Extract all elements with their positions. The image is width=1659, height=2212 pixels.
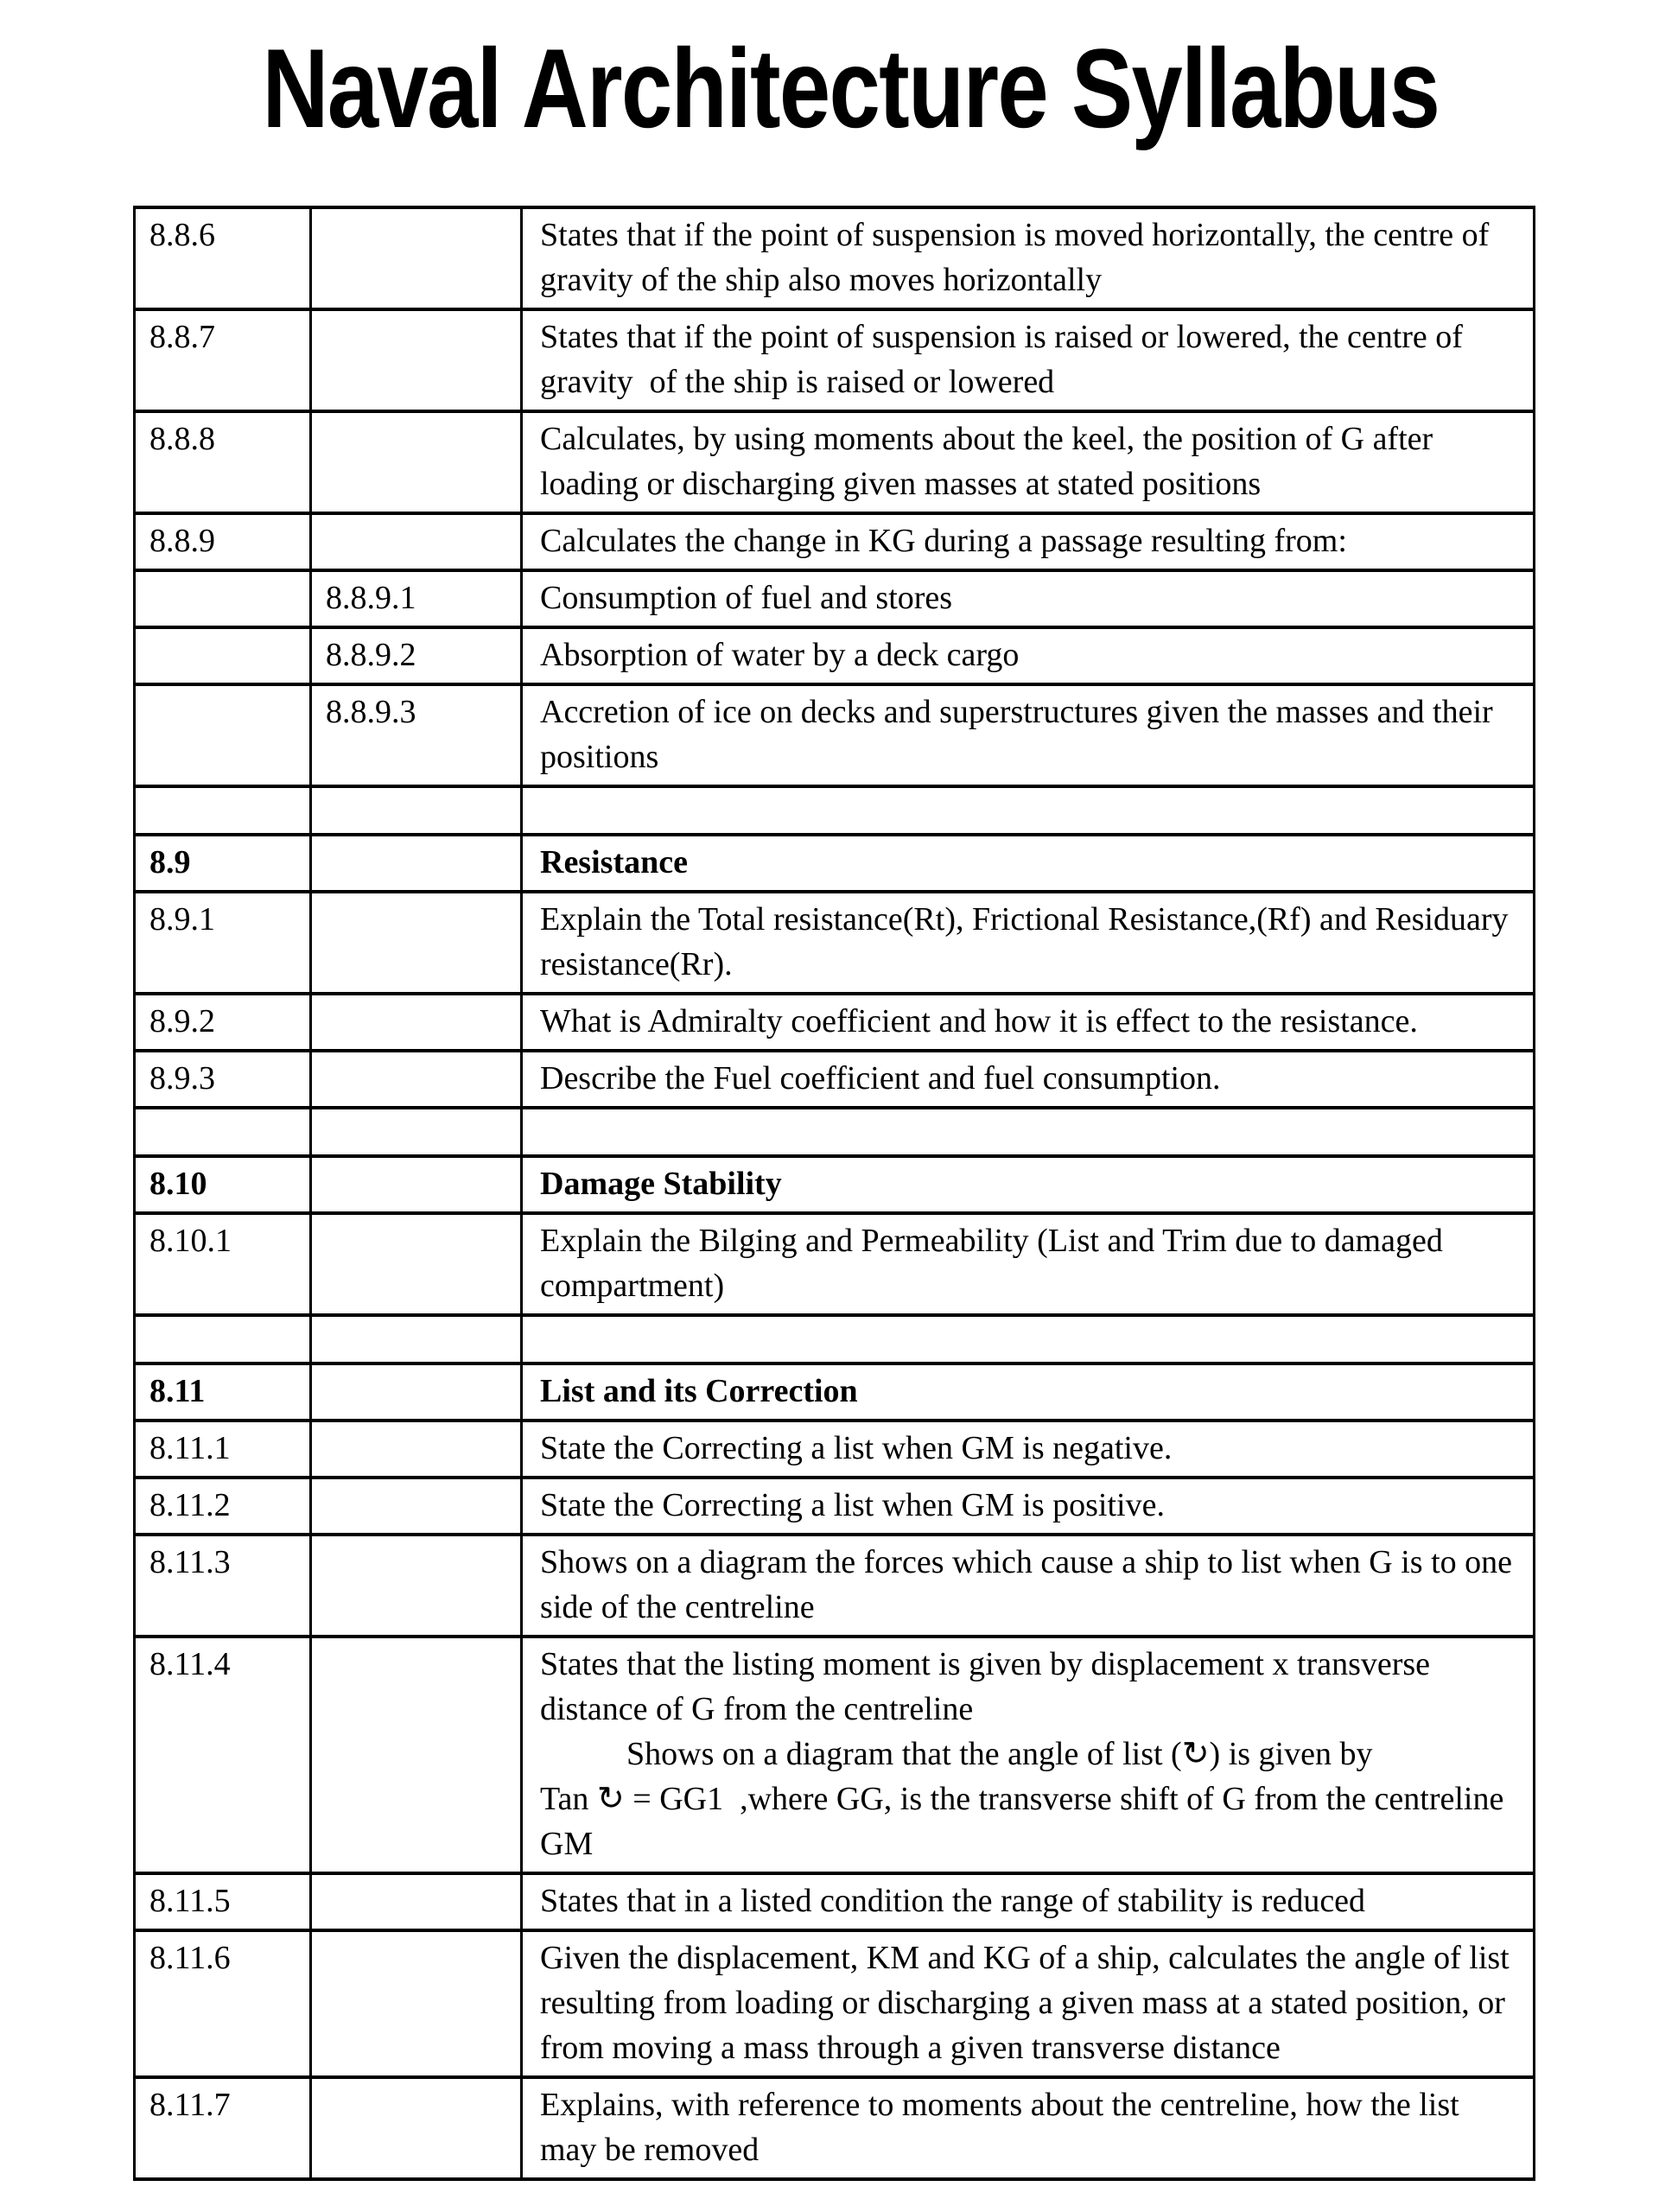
- table-row: [135, 892, 1535, 994]
- row-description-cell: State the Correcting a list when GM is negative.: [522, 1421, 1535, 1478]
- row-description-cell: Resistance: [522, 835, 1535, 892]
- row-description-cell: State the Correcting a list when GM is positive.: [522, 1478, 1535, 1535]
- row-code-cell: [135, 627, 311, 684]
- row-description-cell: Explain the Bilging and Permeability (List and Trim due to damaged compartment): [522, 1213, 1535, 1315]
- table-row: [135, 513, 1535, 570]
- row-code-cell: 8.9.2: [135, 994, 311, 1051]
- row-code-cell: 8.9.3: [135, 1051, 311, 1108]
- table-body: [135, 207, 1535, 2179]
- row-description-cell: Damage Stability: [522, 1156, 1535, 1213]
- table-row: [135, 1421, 1535, 1478]
- row-description-cell: [522, 1108, 1535, 1156]
- table-row: [135, 994, 1535, 1051]
- row-subcode-cell: [311, 309, 522, 411]
- row-subcode-cell: [311, 1930, 522, 2077]
- row-subcode-cell: [311, 1213, 522, 1315]
- row-subcode-cell: 8.8.9.2: [311, 627, 522, 684]
- row-code-cell: [135, 786, 311, 835]
- row-subcode-cell: 8.8.9.3: [311, 684, 522, 786]
- table-row: [135, 309, 1535, 411]
- row-description-cell: [522, 786, 1535, 835]
- row-description-cell: States that if the point of suspension is moved horizontally, the centre of gravity of the ship also moves horizontally: [522, 207, 1535, 309]
- table-row: [135, 2077, 1535, 2179]
- row-description-cell: Consumption of fuel and stores: [522, 570, 1535, 627]
- row-description-cell: Explains, with reference to moments about the centreline, how the list may be removed: [522, 2077, 1535, 2179]
- row-code-cell: 8.11: [135, 1363, 311, 1421]
- row-subcode-cell: [311, 1535, 522, 1637]
- row-description-cell: States that in a listed condition the range of stability is reduced: [522, 1873, 1535, 1930]
- row-subcode-cell: [311, 835, 522, 892]
- row-subcode-cell: [311, 1315, 522, 1363]
- blank-row: [135, 1108, 1535, 1156]
- row-description-cell: [522, 1637, 1535, 1873]
- table-row: [135, 1156, 1535, 1213]
- table-row: [135, 1930, 1535, 2077]
- table-row: [135, 835, 1535, 892]
- row-code-cell: 8.10.1: [135, 1213, 311, 1315]
- row-subcode-cell: 8.8.9.1: [311, 570, 522, 627]
- row-subcode-cell: [311, 1873, 522, 1930]
- row-code-cell: [135, 1315, 311, 1363]
- row-description-cell: States that if the point of suspension is raised or lowered, the centre of gravity of the ship is raised or lowered: [522, 309, 1535, 411]
- row-subcode-cell: [311, 1637, 522, 1873]
- table-row: [135, 627, 1535, 684]
- row-subcode-cell: [311, 411, 522, 513]
- row-subcode-cell: [311, 1051, 522, 1108]
- row-subcode-cell: [311, 786, 522, 835]
- table-row: [135, 1051, 1535, 1108]
- row-code-cell: [135, 1108, 311, 1156]
- row-description-cell: Shows on a diagram the forces which cause a ship to list when G is to one side of the centreline: [522, 1535, 1535, 1637]
- row-subcode-cell: [311, 994, 522, 1051]
- table-row: [135, 1873, 1535, 1930]
- blank-row: [135, 1315, 1535, 1363]
- row-subcode-cell: [311, 207, 522, 309]
- row-code-cell: 8.8.9: [135, 513, 311, 570]
- row-description-cell: Describe the Fuel coefficient and fuel consumption.: [522, 1051, 1535, 1108]
- row-code-cell: 8.11.2: [135, 1478, 311, 1535]
- syllabus-table: [133, 206, 1535, 2181]
- row-description-cell: List and its Correction: [522, 1363, 1535, 1421]
- table-row: [135, 1637, 1535, 1873]
- row-code-cell: 8.8.8: [135, 411, 311, 513]
- table-row: [135, 1535, 1535, 1637]
- row-description-cell: Given the displacement, KM and KG of a ship, calculates the angle of list resulting from loading or discharging a given mass at a stated position, or from moving a mass through a given transverse distance: [522, 1930, 1535, 2077]
- row-subcode-cell: [311, 513, 522, 570]
- row-code-cell: 8.11.7: [135, 2077, 311, 2179]
- row-code-cell: 8.8.6: [135, 207, 311, 309]
- row-code-cell: 8.11.5: [135, 1873, 311, 1930]
- row-code-cell: 8.11.1: [135, 1421, 311, 1478]
- description-paragraph: Shows on a diagram that the angle of list (↻) is given by: [626, 1735, 1373, 1772]
- table-row: [135, 1213, 1535, 1315]
- description-paragraph: Tan ↻ = GG1 ,where GG, is the transverse shift of G from the centreline GM: [540, 1780, 1512, 1862]
- row-code-cell: [135, 570, 311, 627]
- row-description-cell: Accretion of ice on decks and superstructures given the masses and their positions: [522, 684, 1535, 786]
- row-code-cell: [135, 684, 311, 786]
- page-title-text: Naval Architecture Syllabus: [262, 25, 1440, 151]
- row-subcode-cell: [311, 1363, 522, 1421]
- row-subcode-cell: [311, 1478, 522, 1535]
- row-code-cell: 8.9: [135, 835, 311, 892]
- row-subcode-cell: [311, 1421, 522, 1478]
- row-code-cell: 8.11.3: [135, 1535, 311, 1637]
- row-code-cell: 8.11.4: [135, 1637, 311, 1873]
- row-description-cell: Absorption of water by a deck cargo: [522, 627, 1535, 684]
- table-row: [135, 1363, 1535, 1421]
- table-row: [135, 207, 1535, 309]
- blank-row: [135, 786, 1535, 835]
- row-description-cell: What is Admiralty coefficient and how it is effect to the resistance.: [522, 994, 1535, 1051]
- table-row: [135, 570, 1535, 627]
- table-row: [135, 684, 1535, 786]
- table-row: [135, 1478, 1535, 1535]
- row-description-cell: Calculates the change in KG during a passage resulting from:: [522, 513, 1535, 570]
- row-subcode-cell: [311, 1108, 522, 1156]
- row-subcode-cell: [311, 1156, 522, 1213]
- row-code-cell: 8.11.6: [135, 1930, 311, 2077]
- description-paragraph: States that the listing moment is given by displacement x transverse distance of G from the centreline: [540, 1645, 1439, 1727]
- row-description-cell: [522, 1315, 1535, 1363]
- row-subcode-cell: [311, 892, 522, 994]
- row-description-cell: Calculates, by using moments about the keel, the position of G after loading or discharging given masses at stated positions: [522, 411, 1535, 513]
- row-description-cell: Explain the Total resistance(Rt), Frictional Resistance,(Rf) and Residuary resistance(Rr).: [522, 892, 1535, 994]
- row-code-cell: 8.10: [135, 1156, 311, 1213]
- row-code-cell: 8.8.7: [135, 309, 311, 411]
- page-title: [133, 24, 1533, 154]
- row-subcode-cell: [311, 2077, 522, 2179]
- row-code-cell: 8.9.1: [135, 892, 311, 994]
- table-row: [135, 411, 1535, 513]
